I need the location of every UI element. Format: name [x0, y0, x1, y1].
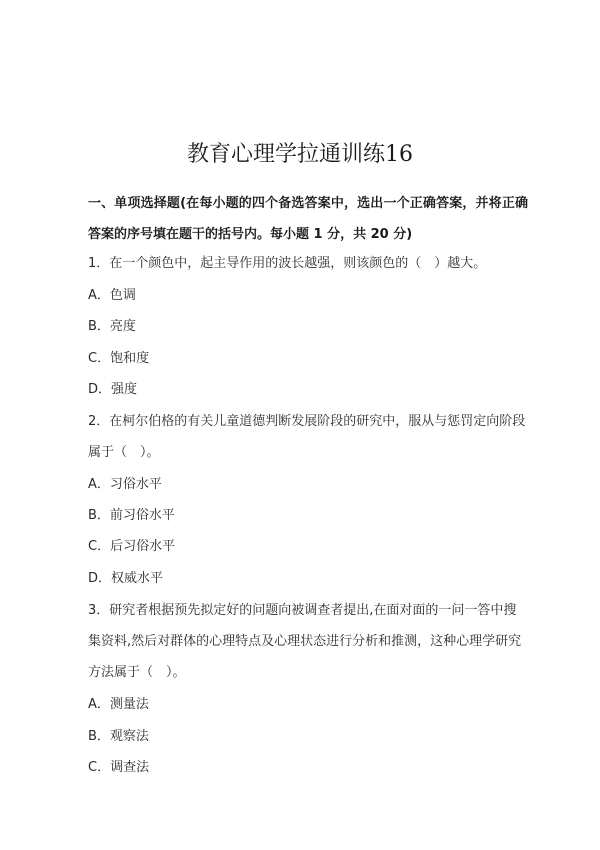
question-1-option-b: B．亮度 [88, 319, 136, 334]
question-1-stem: 1．在一个颜色中，起主导作用的波长越强，则该颜色的（ ）越大。 [88, 256, 487, 271]
question-3-option-b: B．观察法 [88, 729, 149, 744]
section-heading: 一、单项选择题(在每小题的四个备选答案中，选出一个正确答案，并将正确答案的序号填在题干的括号内。每小题 1 分，共 20 分) [88, 196, 528, 242]
question-1-option-d: D．强度 [88, 382, 138, 397]
question-2-option-d: D．权威水平 [88, 571, 164, 586]
question-3-option-c: C．调查法 [88, 760, 150, 775]
question-2-stem: 2．在柯尔伯格的有关儿童道德判断发展阶段的研究中，服从与惩罚定向阶段属于（ ）。 [88, 414, 526, 460]
question-2-option-c: C．后习俗水平 [88, 539, 176, 554]
question-1-option-c: C．饱和度 [88, 351, 150, 366]
question-2-option-a: A．习俗水平 [88, 477, 162, 492]
question-3-option-a: A．测量法 [88, 697, 149, 712]
question-1-option-a: A．色调 [88, 288, 136, 303]
question-3-stem: 3．研究者根据预先拟定好的问题向被调查者提出,在面对面的一问一答中搜集资料,然后对群体的心理特点及心理状态进行分析和推测，这种心理学研究方法属于（ ）。 [88, 603, 522, 680]
document-title: 教育心理学拉通训练16 [187, 142, 413, 167]
question-2-option-b: B．前习俗水平 [88, 508, 175, 523]
